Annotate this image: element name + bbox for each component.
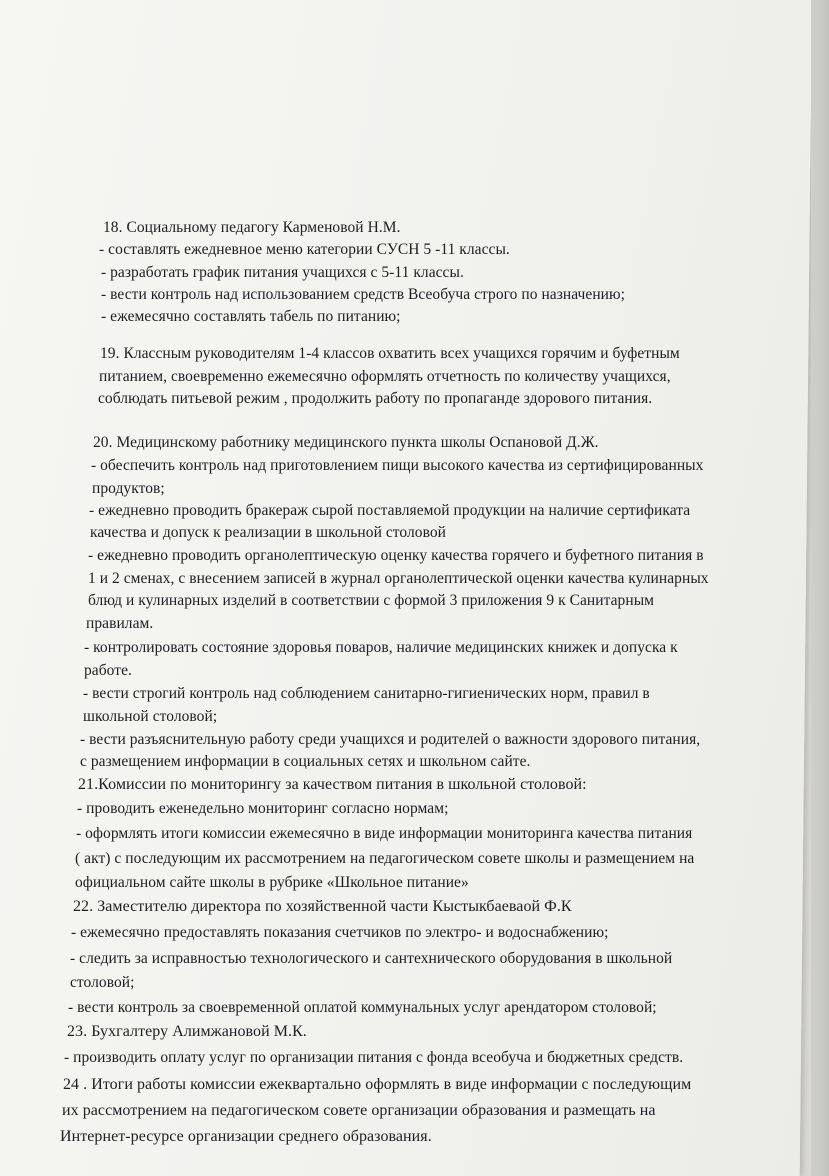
item-23-heading: 23. Бухгалтеру Алимжановой М.К. — [67, 1023, 307, 1040]
item-22-heading: 22. Заместителю директора по хозяйственной части Кыстыкбаеваой Ф.К — [73, 898, 572, 915]
item-24-heading: 24 . Итоги работы комиссии ежеквартально оформлять в виде информации с последующим — [63, 1076, 692, 1093]
item-22-line: - вести контроль за своевременной оплатой коммунальных услуг арендатором столовой; — [68, 999, 657, 1016]
item-20-line: качества и допуск к реализации в школьной столовой — [90, 524, 446, 541]
item-18-line: - вести контроль над использованием средств Всеобуча строго по назначению; — [101, 286, 625, 303]
item-20-heading: 20. Медицинскому работнику медицинского пункта школы Оспановой Д.Ж. — [93, 434, 599, 451]
item-20-line: с размещением информации в социальных сетях и школьном сайте. — [80, 753, 531, 770]
item-21-heading: 21.Комиссии по мониторингу за качеством питания в школьной столовой: — [78, 776, 587, 793]
item-20-line: работе. — [84, 662, 132, 679]
item-18-heading: 18. Социальному педагогу Карменовой Н.М. — [103, 219, 401, 236]
item-22-line: - следить за исправностью технологического и сантехнического оборудования в школьной — [70, 950, 673, 967]
item-22-line: столовой; — [70, 974, 135, 991]
item-18-line: - разработать график питания учащихся с 5-11 классы. — [101, 264, 464, 281]
item-21-line: ( акт) с последующим их рассмотрением на педагогическом совете школы и размещением на — [75, 850, 695, 867]
item-20-line: - ежедневно проводить бракераж сырой поставляемой продукции на наличие сертификата — [89, 502, 691, 519]
item-20-line: 1 и 2 сменах, с внесением записей в журнал органолептической оценки качества кулинарных — [88, 570, 709, 587]
item-20-line: блюд и кулинарных изделий в соответствии с формой 3 приложения 9 к Санитарным — [88, 592, 655, 609]
item-20-line: правилам. — [86, 615, 154, 632]
item-20-line: - обеспечить контроль над приготовлением пищи высокого качества из сертифицированных — [91, 457, 704, 474]
item-18-line: - составлять ежедневное меню категории СУСН 5 -11 классы. — [99, 241, 510, 258]
item-19-line: питанием, своевременно ежемесячно оформлять отчетность по количеству учащихся, — [99, 368, 671, 385]
item-20-line: - вести разъяснительную работу среди учащихся и родителей о важности здорового питания, — [80, 731, 701, 748]
item-19-heading: 19. Классным руководителям 1-4 классов охватить всех учащихся горячим и буфетным — [100, 345, 680, 362]
item-24-line: их рассмотрением на педагогическом совете организации образования и размещать на — [62, 1102, 656, 1119]
item-22-line: - ежемесячно предоставлять показания счетчиков по электро- и водоснабжению; — [71, 924, 609, 941]
item-24-line: Интернет-ресурсе организации среднего образования. — [60, 1128, 432, 1145]
item-19-line: соблюдать питьевой режим , продолжить работу по пропаганде здорового питания. — [98, 390, 653, 407]
item-23-line: - производить оплату услуг по организации питания с фонда всеобуча и бюджетных средств. — [64, 1049, 684, 1066]
item-20-line: продуктов; — [92, 480, 165, 497]
item-21-line: - оформлять итоги комиссии ежемесячно в виде информации мониторинга качества питания — [76, 825, 693, 842]
item-20-line: - контролировать состояние здоровья поваров, наличие медицинских книжек и допуска к — [84, 639, 678, 656]
item-21-line: официальном сайте школы в рубрике «Школьное питание» — [75, 874, 469, 891]
item-20-line: - вести строгий контроль над соблюдением санитарно-гигиенических норм, правил в — [83, 685, 650, 702]
item-21-line: - проводить еженедельно мониторинг согласно нормам; — [77, 800, 449, 817]
item-18-line: - ежемесячно составлять табель по питанию; — [101, 308, 401, 325]
item-20-line: - ежедневно проводить органолептическую оценку качества горячего и буфетного питания в — [88, 547, 704, 564]
item-20-line: школьной столовой; — [83, 708, 218, 725]
